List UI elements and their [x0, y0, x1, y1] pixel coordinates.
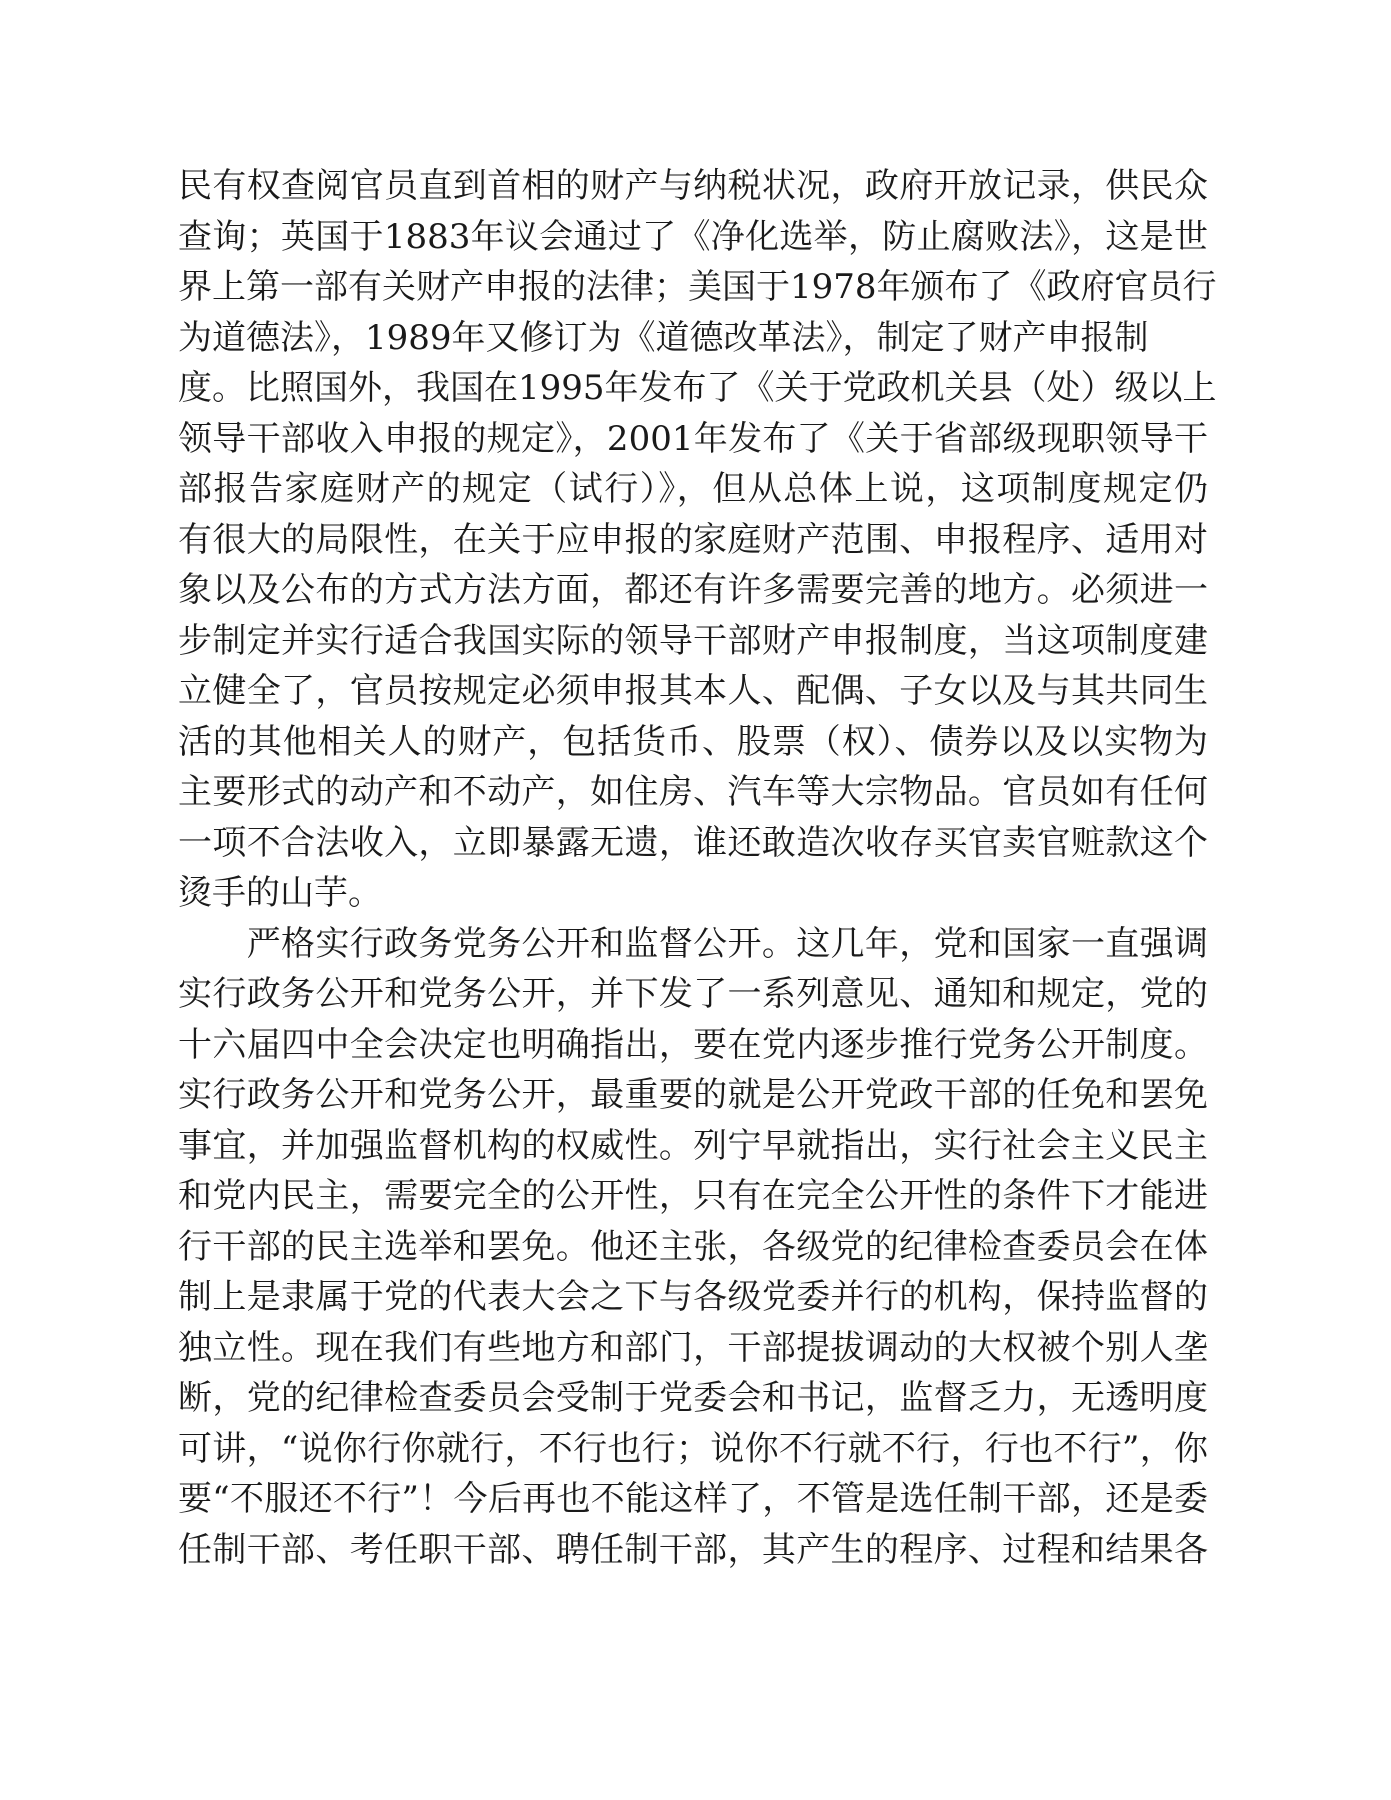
text-line: 有很大的局限性，在关于应申报的家庭财产范围、申报程序、适用对: [178, 519, 1208, 560]
text-line: 查询；英国于1883年议会通过了《净化选举，防止腐败法》，这是世: [178, 216, 1208, 257]
text-line: 民有权查阅官员直到首相的财产与纳税状况，政府开放记录，供民众: [178, 166, 1208, 206]
text-line: 独立性。现在我们有些地方和部门，干部提拔调动的大权被个别人垄: [178, 1327, 1208, 1368]
text-line: 行干部的民主选举和罢免。他还主张，各级党的纪律检查委员会在体: [178, 1226, 1208, 1267]
text-line: 和党内民主，需要完全的公开性，只有在完全公开性的条件下才能进: [178, 1176, 1208, 1216]
text-line: 步制定并实行适合我国实际的领导干部财产申报制度，当这项制度建: [178, 620, 1208, 661]
text-line: 烫手的山芋。: [178, 873, 382, 913]
text-line: 度。比照国外，我国在1995年发布了《关于党政机关县（处）级以上: [178, 368, 1217, 408]
body-text: [178, 161, 1217, 1575]
text-line: 严格实行政务党务公开和监督公开。这几年，党和国家一直强调: [178, 923, 1208, 964]
text-line: 界上第一部有关财产申报的法律；美国于1978年颁布了《政府官员行: [178, 267, 1217, 307]
text-line: 实行政务公开和党务公开，最重要的就是公开党政干部的任免和罢免: [178, 1075, 1208, 1115]
text-line: 活的其他相关人的财产，包括货币、股票（权）、债券以及以实物为: [178, 721, 1208, 762]
text-line: 一项不合法收入，立即暴露无遗，谁还敢造次收存买官卖官赃款这个: [178, 822, 1208, 863]
text-line: 要“不服还不行”！今后再也不能这样了，不管是选任制干部，还是委: [178, 1479, 1208, 1519]
text-line: 十六届四中全会决定也明确指出，要在党内逐步推行党务公开制度。: [178, 1024, 1208, 1065]
text-line: 事宜，并加强监督机构的权威性。列宁早就指出，实行社会主义民主: [178, 1125, 1208, 1166]
text-line: 领导干部收入申报的规定》，2001年发布了《关于省部级现职领导干: [178, 418, 1208, 459]
text-line: 主要形式的动产和不动产，如住房、汽车等大宗物品。官员如有任何: [178, 772, 1208, 812]
text-line: 制上是隶属于党的代表大会之下与各级党委并行的机构，保持监督的: [178, 1277, 1208, 1317]
text-line: 实行政务公开和党务公开，并下发了一系列意见、通知和规定，党的: [178, 974, 1208, 1014]
text-line: 象以及公布的方式方法方面，都还有许多需要完善的地方。必须进一: [178, 570, 1208, 610]
text-line: 可讲，“说你行你就行，不行也行；说你不行就不行，行也不行”，你: [178, 1428, 1208, 1469]
text-line: 立健全了，官员按规定必须申报其本人、配偶、子女以及与其共同生: [178, 671, 1208, 711]
text-line: 为道德法》，1989年又修订为《道德改革法》，制定了财产申报制: [178, 317, 1149, 358]
text-line: 断，党的纪律检查委员会受制于党委会和书记，监督乏力，无透明度: [178, 1378, 1208, 1418]
text-line: 任制干部、考任职干部、聘任制干部，其产生的程序、过程和结果各: [178, 1529, 1208, 1570]
text-line: 部报告家庭财产的规定（试行）》，但从总体上说，这项制度规定仍: [178, 469, 1208, 509]
